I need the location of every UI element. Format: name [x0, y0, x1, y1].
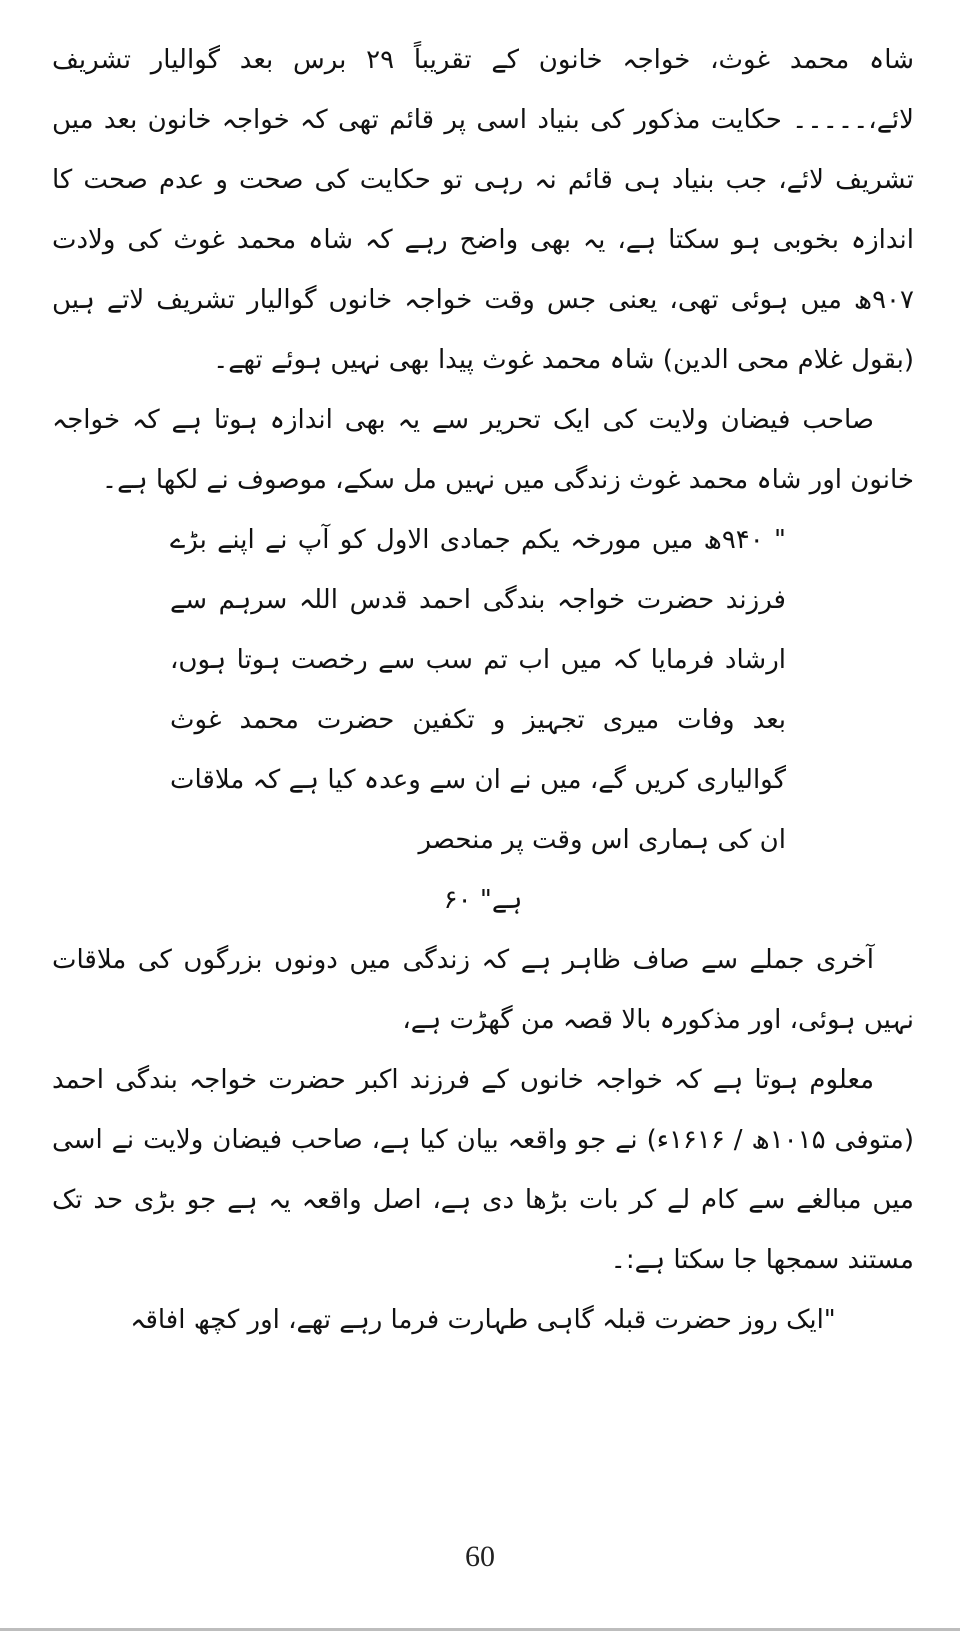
paragraph-2: صاحب فیضان ولایت کی ایک تحریر سے یہ بھی اندازہ ہوتا ہے کہ خواجہ خانون اور شاہ محمد غوث زندگی میں نہیں مل سکے، موصوف نے لکھا ہے۔	[52, 405, 914, 495]
page-number: 60	[465, 1540, 495, 1573]
block-quote-1: " ۹۴۰ھ میں مورخہ یکم جمادی الاول کو آپ نے اپنے بڑے فرزند حضرت خواجہ بندگی احمد قدس اللہ سرہم سے ارشاد فرمایا کہ میں اب تم سب سے رخصت ہوتا ہوں، بعد وفات میری تجہیز و تکفین حضرت محمد غوث گوالیاری کریں گے، میں نے ان سے وعدہ کیا ہے کہ ملاقات ان کی ہماری اس وقت پر منحصر	[170, 525, 786, 855]
paragraph-4: معلوم ہوتا ہے کہ خواجہ خانوں کے فرزند اکبر حضرت خواجہ بندگی احمد (متوفی ۱۰۱۵ھ / ۱۶۱۶ء) نے جو واقعہ بیان کیا ہے، صاحب فیضان ولایت نے اسی میں مبالغے سے کام لے کر بات بڑھا دی ہے، اصل واقعہ یہ ہے جو بڑی حد تک مستند سمجھا جا سکتا ہے:۔	[52, 1065, 914, 1275]
paragraph-3: آخری جملے سے صاف ظاہر ہے کہ زندگی میں دونوں بزرگوں کی ملاقات نہیں ہوئی، اور مذکورہ بالا قصہ من گھڑت ہے،	[52, 945, 914, 1035]
page-body	[52, 30, 914, 1350]
block-quote-2: "ایک روز حضرت قبلہ گاہی طہارت فرما رہے تھے، اور کچھ افاقہ	[130, 1305, 836, 1335]
paragraph-1: شاہ محمد غوث، خواجہ خانون کے تقریباً ۲۹ برس بعد گوالیار تشریف لائے،۔۔۔۔۔ حکایت مذکور کی بنیاد اسی پر قائم تھی کہ خواجہ خانون بعد میں تشریف لائے، جب بنیاد ہی قائم نہ رہی تو حکایت کی صحت و عدم صحت کا اندازہ بخوبی ہو سکتا ہے، یہ بھی واضح رہے کہ شاہ محمد غوث کی ولادت ۹۰۷ھ میں ہوئی تھی، یعنی جس وقت خواجہ خانوں گوالیار تشریف لاتے ہیں (بقول غلام محی الدین) شاہ محمد غوث پیدا بھی نہیں ہوئے تھے۔	[52, 45, 914, 375]
block-quote-1-tail: ہے" ۶۰	[443, 885, 523, 915]
page-bottom-edge	[0, 1628, 960, 1631]
